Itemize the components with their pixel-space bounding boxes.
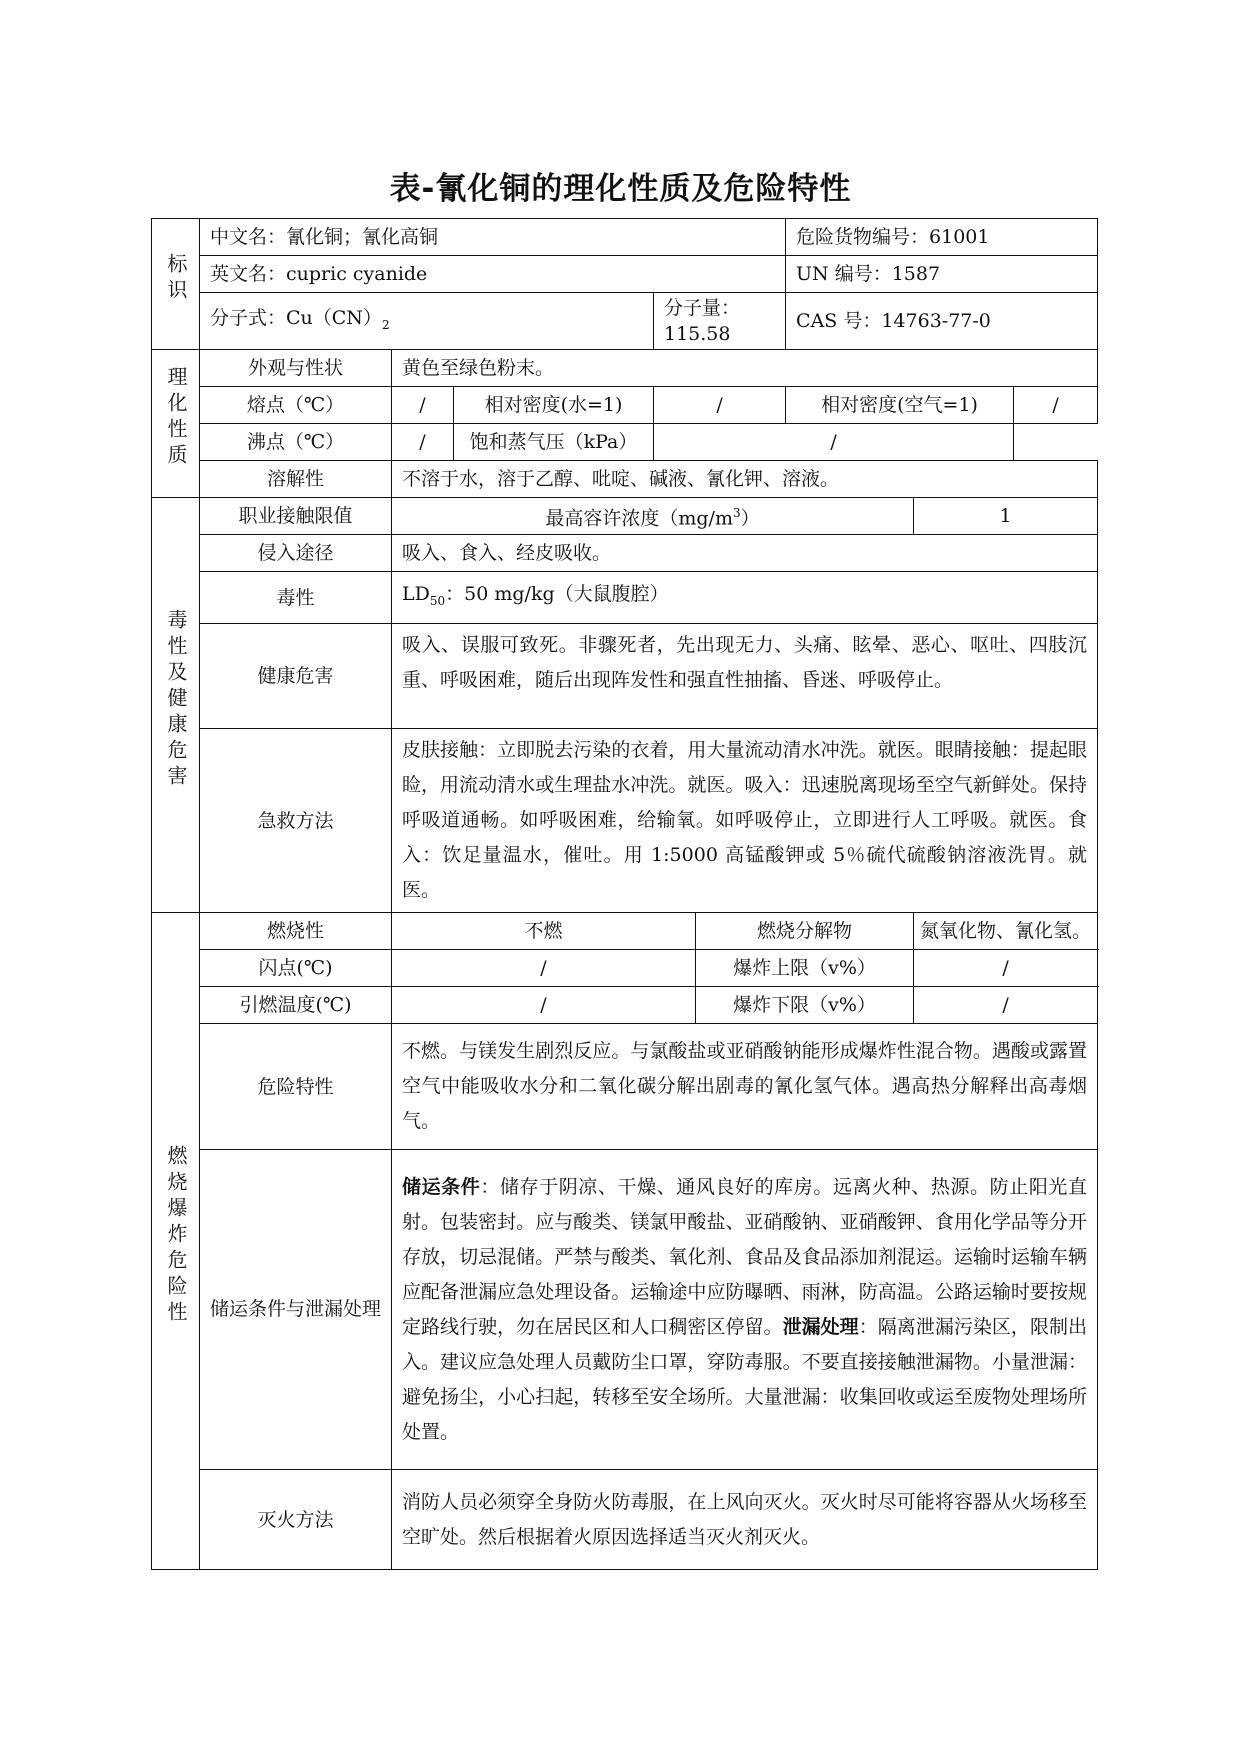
hazard-property-label: 危险特性 — [200, 1024, 392, 1150]
first-aid-label: 急救方法 — [200, 729, 392, 913]
ld-subscript: 50 — [429, 593, 446, 608]
solubility-value: 不溶于水，溶于乙醇、吡啶、碱液、氰化钾、溶液。 — [392, 461, 1098, 498]
mac-label-sup: 3 — [732, 506, 741, 521]
molecular-weight: 分子量：115.58 — [654, 293, 786, 350]
ld-suffix: ：50 mg/kg（大鼠腹腔） — [445, 583, 669, 606]
decomposition-label: 燃烧分解物 — [696, 913, 914, 950]
decomposition-value: 氮氧化物、氰化氢。 — [914, 913, 1098, 950]
flammability-value: 不燃 — [392, 913, 696, 950]
extinguish-value: 消防人员必须穿全身防火防毒服，在上风向灭火。灭火时尽可能将容器从火场移至空旷处。然后根据着火原因选择适当灭火剂灭火。 — [392, 1470, 1098, 1570]
molecular-formula — [200, 293, 654, 350]
mac-label — [392, 498, 914, 535]
flash-point-value: / — [392, 950, 696, 987]
ignition-temp-value: / — [392, 987, 696, 1024]
page-title: 表-氰化铜的理化性质及危险特性 — [389, 171, 852, 207]
hazard-number: 危险货物编号：61001 — [786, 219, 1098, 256]
boiling-point-label: 沸点（℃） — [200, 424, 392, 461]
vapor-pressure-value: / — [654, 424, 1014, 461]
toxicity-label: 毒性 — [200, 572, 392, 624]
toxicity-value — [392, 572, 1098, 624]
hazard-property-value: 不燃。与镁发生剧烈反应。与氯酸盐或亚硝酸钠能形成爆炸性混合物。遇酸或露置空气中能吸收水分和二氧化碳分解出剧毒的氰化氢气体。遇高热分解释出高毒烟气。 — [392, 1024, 1098, 1150]
mac-value: 1 — [914, 498, 1098, 535]
appearance-value: 黄色至绿色粉末。 — [392, 350, 1098, 387]
category-toxicity — [152, 498, 200, 913]
cn-name: 中文名：氰化铜；氰化高铜 — [200, 219, 786, 256]
category-identification — [152, 219, 200, 350]
flammability-label: 燃烧性 — [200, 913, 392, 950]
mac-label-prefix: 最高容许浓度（mg/m — [545, 507, 733, 530]
appearance-label: 外观与性状 — [200, 350, 392, 387]
formula-prefix: 分子式：Cu（CN） — [210, 306, 382, 329]
explosion-upper-value: / — [914, 950, 1098, 987]
exposure-limit-label: 职业接触限值 — [200, 498, 392, 535]
boiling-point-value: / — [392, 424, 454, 461]
category-fire-text: 燃烧爆炸危险性 — [164, 1144, 188, 1327]
property-table — [151, 218, 1098, 1570]
leak-heading: 泄漏处理 — [782, 1315, 859, 1338]
melting-point-value: / — [392, 387, 454, 424]
solubility-label: 溶解性 — [200, 461, 392, 498]
rel-density-water-label: 相对密度(水=1) — [454, 387, 654, 424]
storage-leak-value — [392, 1150, 1098, 1470]
vapor-pressure-label: 饱和蒸气压（kPa） — [454, 424, 654, 461]
storage-heading: 储运条件 — [402, 1175, 481, 1198]
ignition-temp-label: 引燃温度(℃) — [200, 987, 392, 1024]
rel-density-air-label: 相对密度(空气=1) — [786, 387, 1014, 424]
melting-point-label: 熔点（℃） — [200, 387, 392, 424]
rel-density-air-value: / — [1014, 387, 1098, 424]
formula-subscript: 2 — [381, 317, 390, 332]
ld-prefix: LD — [402, 583, 430, 606]
category-physchem — [152, 350, 200, 498]
cas-number: CAS 号：14763-77-0 — [786, 293, 1098, 350]
leak-text: ：隔离泄漏污染区，限制出入。建议应急处理人员戴防尘口罩，穿防毒服。不要直接接触泄漏物。小量泄漏：避免扬尘，小心扫起，转移至安全场所。大量泄漏：收集回收或运至废物处理场所处置。 — [402, 1315, 1088, 1443]
explosion-upper-label: 爆炸上限（v%） — [696, 950, 914, 987]
category-toxicity-text: 毒性及健康危害 — [164, 608, 188, 791]
en-name: 英文名：cupric cyanide — [200, 256, 786, 293]
route-value: 吸入、食入、经皮吸收。 — [392, 535, 1098, 572]
category-fire — [152, 913, 200, 1570]
route-label: 侵入途径 — [200, 535, 392, 572]
storage-text: ：储存于阴凉、干燥、通风良好的库房。远离火种、热源。防止阳光直射。包装密封。应与酸类、镁氯甲酸盐、亚硝酸钠、亚硝酸钾、食用化学品等分开存放，切忌混储。严禁与酸类、氧化剂、食品及食品添加剂混运。运输时运输车辆应配备泄漏应急处理设备。运输途中应防曝晒、雨淋，防高温。公路运输时要按规定路线行驶，勿在居民区和人口稠密区停留。 — [402, 1175, 1088, 1338]
flash-point-label: 闪点(℃) — [200, 950, 392, 987]
health-hazard-label: 健康危害 — [200, 624, 392, 729]
explosion-lower-value: / — [914, 987, 1098, 1024]
category-identification-text: 标识 — [164, 252, 188, 305]
category-physchem-text: 理化性质 — [164, 366, 188, 470]
extinguish-label: 灭火方法 — [200, 1470, 392, 1570]
un-number: UN 编号：1587 — [786, 256, 1098, 293]
rel-density-water-value: / — [654, 387, 786, 424]
storage-leak-label: 储运条件与泄漏处理 — [200, 1150, 392, 1470]
health-hazard-value: 吸入、误服可致死。非骤死者，先出现无力、头痛、眩晕、恶心、呕吐、四肢沉重、呼吸困难，随后出现阵发性和强直性抽搐、昏迷、呼吸停止。 — [392, 624, 1098, 729]
explosion-lower-label: 爆炸下限（v%） — [696, 987, 914, 1024]
mac-label-suffix: ） — [740, 507, 760, 530]
first-aid-value: 皮肤接触：立即脱去污染的衣着，用大量流动清水冲洗。就医。眼睛接触：提起眼睑，用流动清水或生理盐水冲洗。就医。吸入：迅速脱离现场至空气新鲜处。保持呼吸道通畅。如呼吸困难，给输氧。如呼吸停止，立即进行人工呼吸。就医。食入：饮足量温水，催吐。用 1:5000 高锰酸钾或 5％硫代硫酸钠溶液洗胃。就医。 — [392, 729, 1098, 913]
